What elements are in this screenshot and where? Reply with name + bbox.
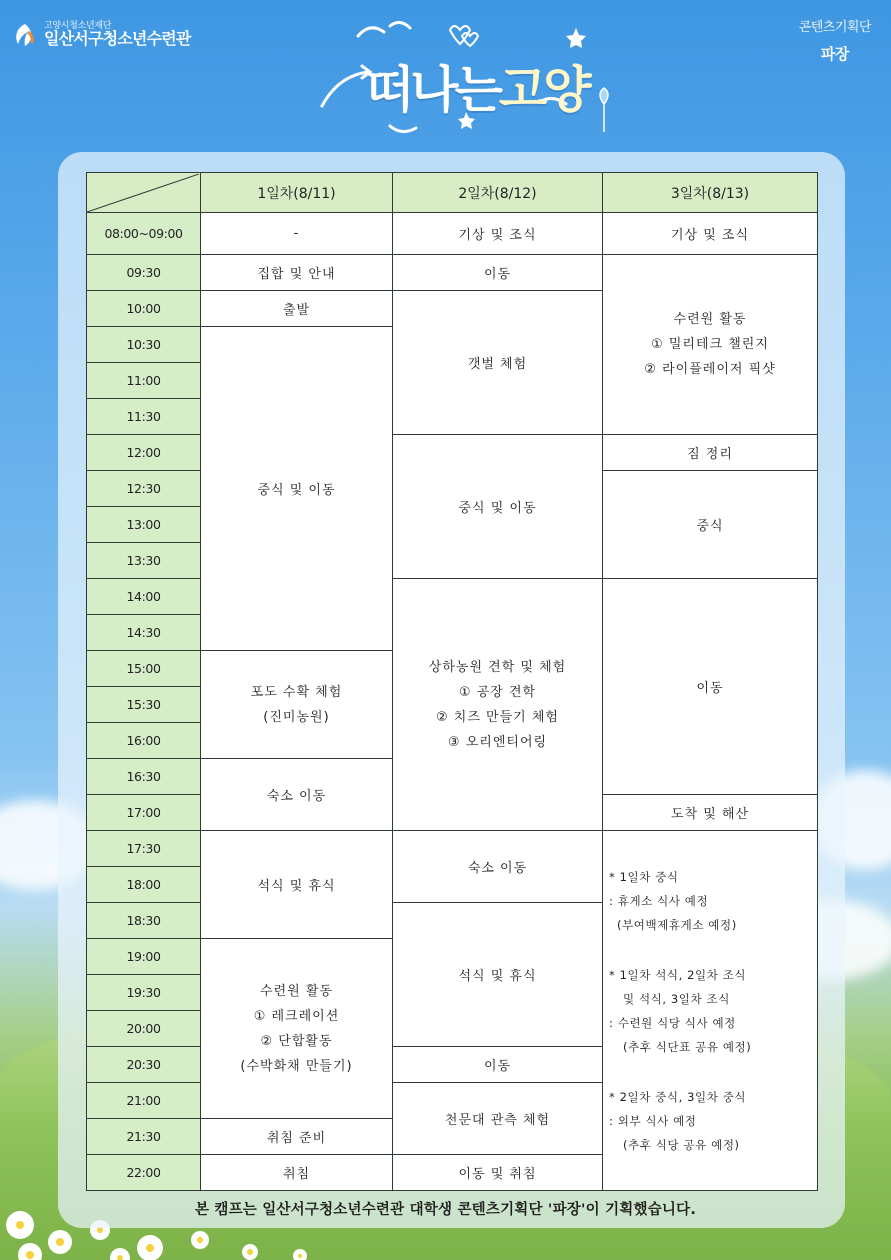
note-line: * 2일차 중식, 3일차 중식 [609, 1089, 747, 1104]
corner-cell [87, 173, 201, 213]
time-cell: 17:30 [87, 831, 201, 867]
day2-activity-item: ③ 오리엔티어링 [447, 734, 548, 750]
brand-subtitle: 콘텐츠기획단 [798, 20, 871, 35]
time-cell: 10:00 [87, 291, 201, 327]
day1-cell: 석식 및 휴식 [201, 831, 393, 939]
day1-activity-place: (진미농원) [263, 709, 330, 725]
time-cell: 16:00 [87, 723, 201, 759]
time-cell: 15:00 [87, 651, 201, 687]
meal-note [609, 865, 817, 937]
diagonal-line [87, 174, 199, 212]
table-row [87, 213, 818, 255]
day1-activity-item: ② 단합활동 [260, 1033, 333, 1049]
day3-cell: 중식 [603, 471, 818, 579]
org-subtitle: 고양시청소년재단 [44, 21, 112, 31]
table-row [87, 831, 818, 867]
day2-header: 2일차(8/12) [393, 173, 603, 213]
day2-cell: 이동 및 취침 [393, 1155, 603, 1191]
org-logo-icon [12, 22, 38, 48]
day1-cell: 중식 및 이동 [201, 327, 393, 651]
time-cell: 09:30 [87, 255, 201, 291]
note-line: : 수련원 식당 식사 예정 [609, 1015, 736, 1030]
time-cell: 10:30 [87, 327, 201, 363]
note-line: 및 석식, 3일차 조식 [623, 991, 730, 1006]
page-title [366, 50, 588, 122]
day2-cell: 이동 [393, 1047, 603, 1083]
org-name: 일산서구청소년수련관 [44, 29, 191, 49]
day1-cell: 취침 [201, 1155, 393, 1191]
day3-activity-item: ① 밀리테크 챌린지 [651, 337, 769, 352]
day3-cell [603, 255, 818, 435]
time-cell: 21:00 [87, 1083, 201, 1119]
day2-activity-item: ① 공장 견학 [458, 684, 537, 700]
table-row [87, 579, 818, 615]
brand-logo [799, 16, 871, 64]
day2-cell [393, 579, 603, 831]
time-cell: 12:00 [87, 435, 201, 471]
day3-activity-title: 수련원 활동 [673, 312, 747, 327]
day1-cell: 숙소 이동 [201, 759, 393, 831]
time-cell: 13:30 [87, 543, 201, 579]
note-line: * 1일차 중식 [609, 869, 679, 884]
time-cell: 22:00 [87, 1155, 201, 1191]
brand-name: 파장 [820, 45, 849, 63]
day2-cell: 이동 [393, 255, 603, 291]
time-cell: 20:00 [87, 1011, 201, 1047]
title-area [318, 16, 618, 138]
day2-activity-item: ② 치즈 만들기 체험 [436, 709, 559, 725]
day1-activity-item: ① 레크레이션 [253, 1008, 340, 1024]
day1-cell: 집합 및 안내 [201, 255, 393, 291]
meal-note [609, 963, 817, 1059]
time-cell: 21:30 [87, 1119, 201, 1155]
day2-activity-title: 상하농원 견학 및 체험 [428, 659, 567, 675]
day3-header: 3일차(8/13) [603, 173, 818, 213]
table-row [87, 435, 818, 471]
footer-note: 본 캠프는 일산서구청소년수련관 대학생 콘텐츠기획단 '파장'이 기획했습니다. [194, 1202, 697, 1218]
time-cell: 20:30 [87, 1047, 201, 1083]
note-line: * 1일차 석식, 2일차 조식 [609, 967, 747, 982]
schedule-table [86, 172, 818, 1191]
table-header-row [87, 173, 818, 213]
day1-activity-item: (수박화채 만들기) [240, 1058, 353, 1074]
day1-activity-title: 수련원 활동 [260, 983, 333, 999]
time-cell: 11:30 [87, 399, 201, 435]
time-cell: 19:00 [87, 939, 201, 975]
day3-activity-item: ② 라이플레이저 픽샷 [644, 362, 776, 377]
time-cell: 14:30 [87, 615, 201, 651]
day2-cell: 천문대 관측 체험 [393, 1083, 603, 1155]
day1-cell: - [201, 213, 393, 255]
table-row [87, 255, 818, 291]
time-cell: 11:00 [87, 363, 201, 399]
day1-cell [201, 651, 393, 759]
day1-header: 1일차(8/11) [201, 173, 393, 213]
title-part-2: 고양 [498, 61, 588, 119]
time-cell: 13:00 [87, 507, 201, 543]
org-logo [12, 22, 191, 48]
day1-cell: 출발 [201, 291, 393, 327]
note-line: : 휴게소 식사 예정 [609, 893, 709, 908]
day1-cell: 취침 준비 [201, 1119, 393, 1155]
time-cell: 08:00~09:00 [87, 213, 201, 255]
day1-cell [201, 939, 393, 1119]
day2-cell: 숙소 이동 [393, 831, 603, 903]
day2-cell: 기상 및 조식 [393, 213, 603, 255]
note-line: : 외부 식사 예정 [609, 1113, 697, 1128]
day3-cell: 기상 및 조식 [603, 213, 818, 255]
time-cell: 19:30 [87, 975, 201, 1011]
day2-cell: 갯벌 체험 [393, 291, 603, 435]
meal-note [609, 1085, 817, 1157]
time-cell: 18:30 [87, 903, 201, 939]
time-cell: 16:30 [87, 759, 201, 795]
time-cell: 18:00 [87, 867, 201, 903]
time-cell: 14:00 [87, 579, 201, 615]
day3-cell: 짐 정리 [603, 435, 818, 471]
day3-cell: 도착 및 해산 [603, 795, 818, 831]
day2-cell: 중식 및 이동 [393, 435, 603, 579]
note-line: (추후 식당 공유 예정) [623, 1137, 740, 1152]
day3-cell: 이동 [603, 579, 818, 795]
day2-cell: 석식 및 휴식 [393, 903, 603, 1047]
time-cell: 12:30 [87, 471, 201, 507]
day3-notes [603, 831, 818, 1191]
time-cell: 17:00 [87, 795, 201, 831]
day1-activity-title: 포도 수확 체험 [250, 684, 343, 700]
time-cell: 15:30 [87, 687, 201, 723]
title-part-1: 떠나는 [366, 61, 499, 119]
note-line: (추후 식단표 공유 예정) [623, 1039, 752, 1054]
note-line: (부여백제휴게소 예정) [617, 917, 737, 932]
